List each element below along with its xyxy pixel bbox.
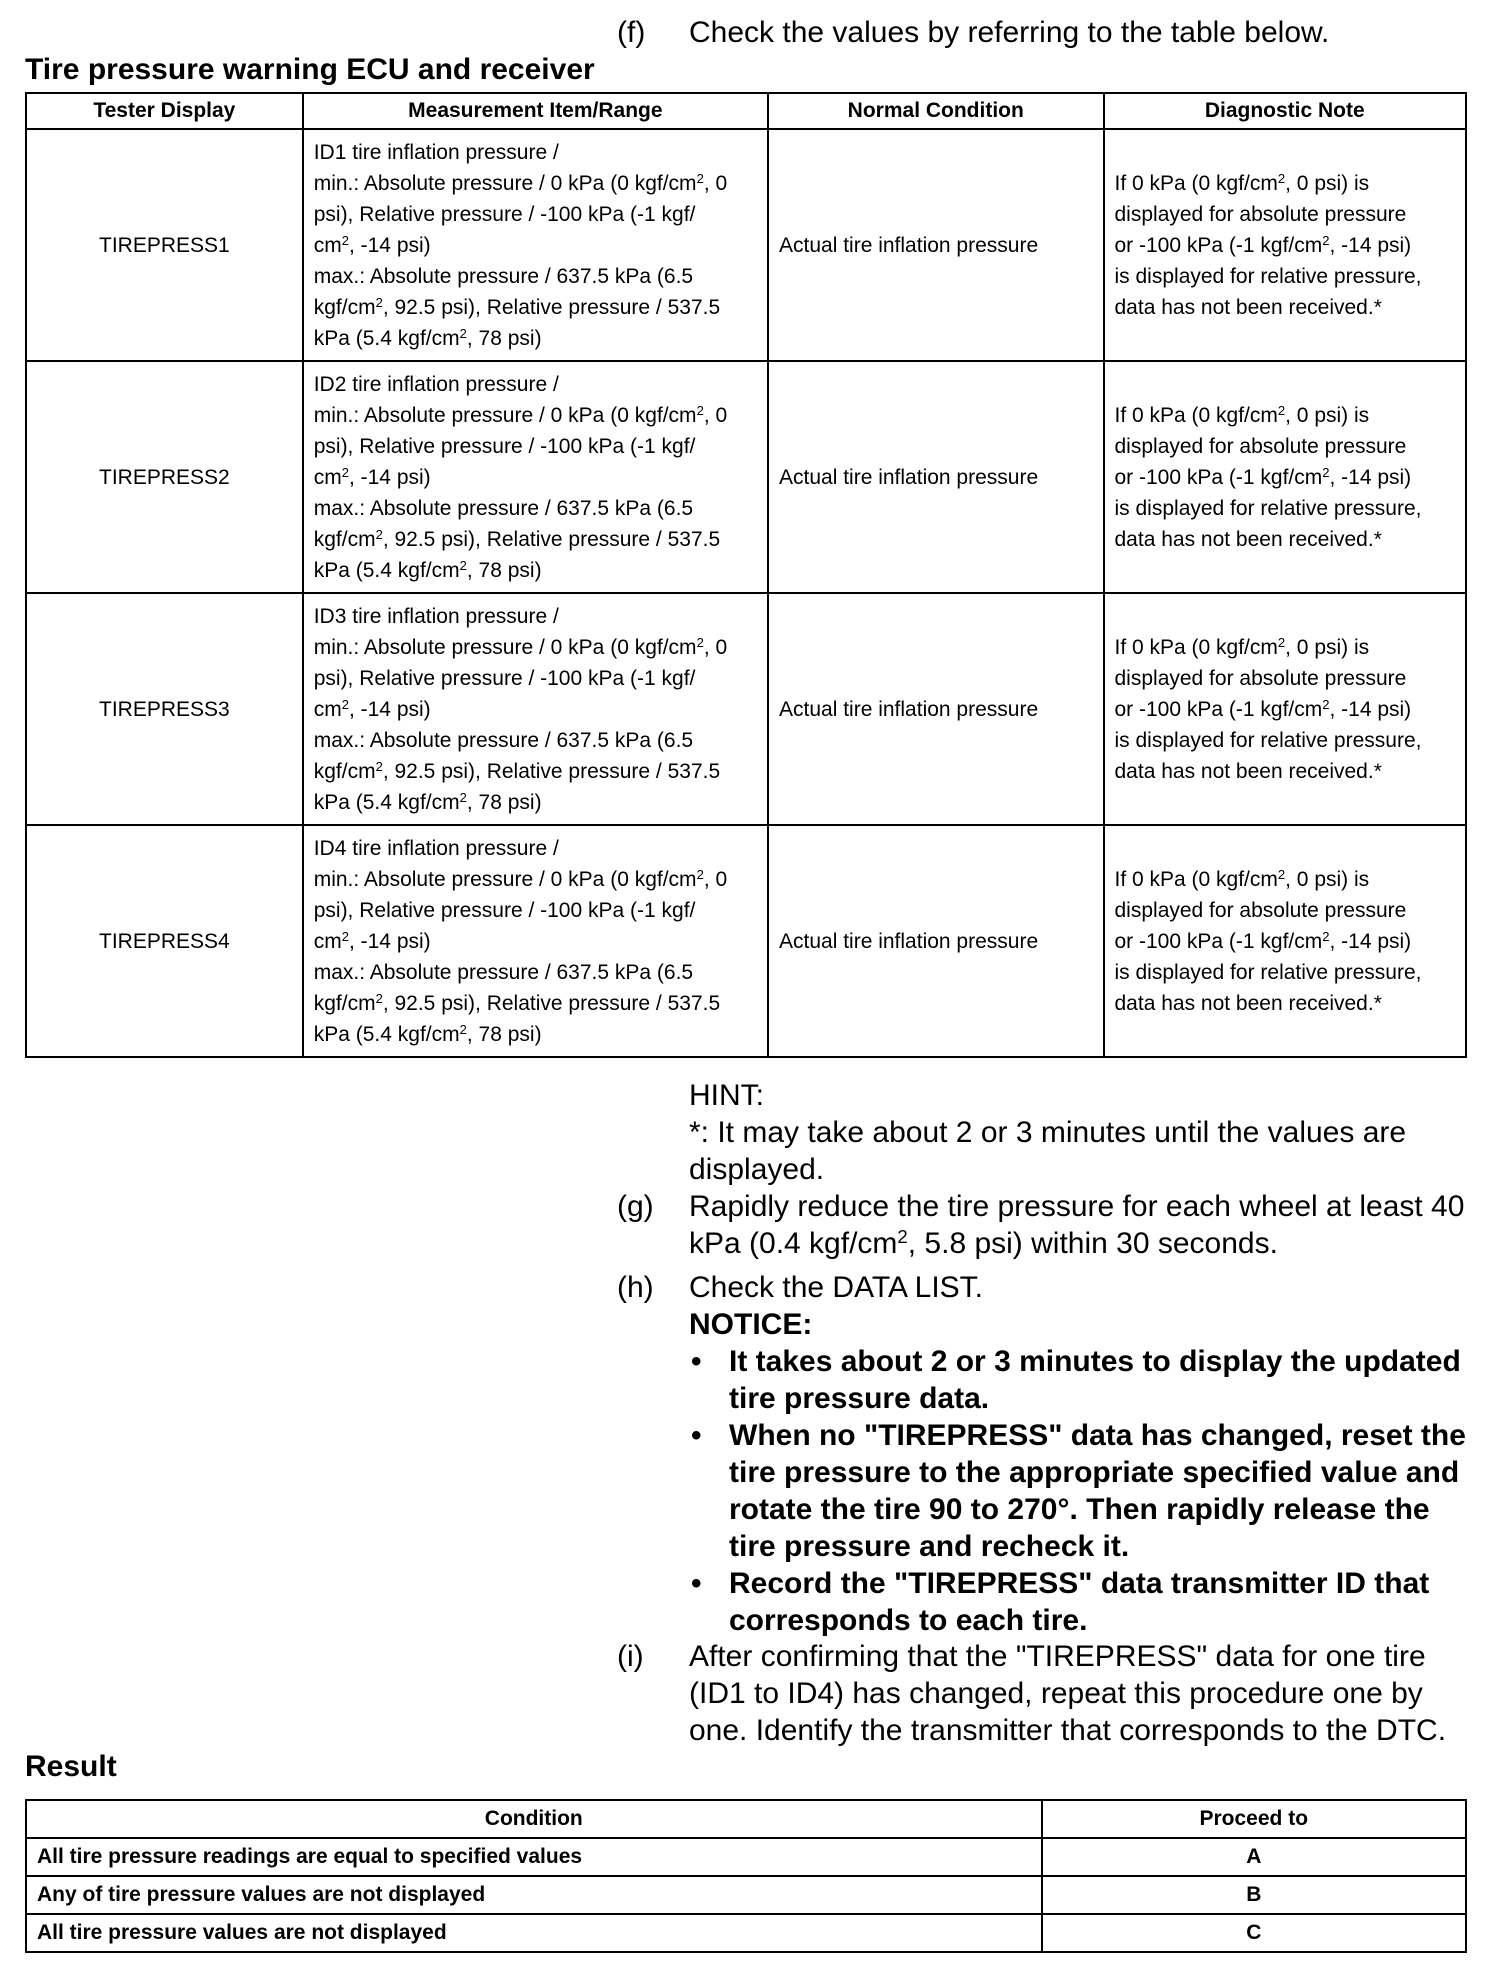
step-g-label: (g)	[617, 1190, 654, 1223]
normal-condition-cell: Actual tire inflation pressure	[768, 593, 1104, 825]
diagnostic-note-cell: If 0 kPa (0 kgf/$cm^2$, 0 psi) is displayed for absolute pressure or -100 kPa (-1 kgf/$cm^2$, -14 psi) is displayed for relative pressure, data has not been received.*	[1104, 593, 1467, 825]
table-row	[26, 825, 1466, 1057]
table-row	[26, 361, 1466, 593]
header-normal-condition: Normal Condition	[768, 93, 1104, 129]
proceed-cell: B	[1042, 1876, 1466, 1914]
notice-label: NOTICE:	[689, 1308, 813, 1341]
normal-condition-cell: Actual tire inflation pressure	[768, 129, 1104, 361]
measurement-item-cell: ID3 tire inflation pressure / min.: Absolute pressure / 0 kPa (0 kgf/$cm^2$, 0 psi), Relative pressure / -100 kPa (-1 kgf/ $cm^2$, -14 psi) max.: Absolute pressure / 637.5 kPa (6.5 kgf/$cm^2$, 92.5 psi), Relative pressure / 537.5 kPa (5.4 kgf/$cm^2$, 78 psi)	[303, 593, 768, 825]
normal-condition-cell: Actual tire inflation pressure	[768, 361, 1104, 593]
step-h-text: Check the DATA LIST.	[689, 1271, 984, 1304]
table-row	[26, 1838, 1466, 1876]
table-row	[26, 1914, 1466, 1952]
diagnostic-note-cell: If 0 kPa (0 kgf/$cm^2$, 0 psi) is displayed for absolute pressure or -100 kPa (-1 kgf/$cm^2$, -14 psi) is displayed for relative pressure, data has not been received.*	[1104, 129, 1467, 361]
list-item: • Record the "TIREPRESS" data transmitter ID that corresponds to each tire.	[691, 1567, 1430, 1637]
hint-label: HINT:	[689, 1079, 764, 1112]
step-g	[617, 1188, 1467, 1262]
header-proceed-to: Proceed to	[1042, 1800, 1466, 1838]
proceed-cell: A	[1042, 1838, 1466, 1876]
normal-condition-cell: Actual tire inflation pressure	[768, 825, 1104, 1057]
tester-display-cell: TIREPRESS3	[26, 593, 303, 825]
data-list-table	[25, 92, 1467, 1058]
tester-display-cell: TIREPRESS1	[26, 129, 303, 361]
step-h	[617, 1269, 1467, 1639]
measurement-item-cell: ID2 tire inflation pressure / min.: Absolute pressure / 0 kPa (0 kgf/$cm^2$, 0 psi), Relative pressure / -100 kPa (-1 kgf/ $cm^2$, -14 psi) max.: Absolute pressure / 637.5 kPa (6.5 kgf/$cm^2$, 92.5 psi), Relative pressure / 537.5 kPa (5.4 kgf/$cm^2$, 78 psi)	[303, 361, 768, 593]
measurement-item-cell: ID4 tire inflation pressure / min.: Absolute pressure / 0 kPa (0 kgf/$cm^2$, 0 psi), Relative pressure / -100 kPa (-1 kgf/ $cm^2$, -14 psi) max.: Absolute pressure / 637.5 kPa (6.5 kgf/$cm^2$, 92.5 psi), Relative pressure / 537.5 kPa (5.4 kgf/$cm^2$, 78 psi)	[303, 825, 768, 1057]
condition-cell: All tire pressure readings are equal to specified values	[26, 1838, 1042, 1876]
step-i-label: (i)	[617, 1640, 644, 1673]
list-item: • It takes about 2 or 3 minutes to display the updated tire pressure data.	[691, 1345, 1461, 1415]
step-h-label: (h)	[617, 1271, 654, 1304]
measurement-item-cell: ID1 tire inflation pressure / min.: Absolute pressure / 0 kPa (0 kgf/$cm^2$, 0 psi), Relative pressure / -100 kPa (-1 kgf/ $cm^2$, -14 psi) max.: Absolute pressure / 637.5 kPa (6.5 kgf/$cm^2$, 92.5 psi), Relative pressure / 537.5 kPa (5.4 kgf/$cm^2$, 78 psi)	[303, 129, 768, 361]
step-f-text: Check the values by referring to the table below.	[689, 16, 1330, 49]
condition-cell: All tire pressure values are not displayed	[26, 1914, 1042, 1952]
tester-display-cell: TIREPRESS4	[26, 825, 303, 1057]
step-f-label: (f)	[617, 16, 646, 49]
step-i	[617, 1638, 1467, 1749]
step-f	[617, 14, 1467, 51]
hint-text: *: It may take about 2 or 3 minutes until the values are displayed.	[689, 1116, 1407, 1186]
tester-display-cell: TIREPRESS2	[26, 361, 303, 593]
diagnostic-note-cell: If 0 kPa (0 kgf/$cm^2$, 0 psi) is displayed for absolute pressure or -100 kPa (-1 kgf/$cm^2$, -14 psi) is displayed for relative pressure, data has not been received.*	[1104, 361, 1467, 593]
diagnostic-note-cell: If 0 kPa (0 kgf/$cm^2$, 0 psi) is displayed for absolute pressure or -100 kPa (-1 kgf/$cm^2$, -14 psi) is displayed for relative pressure, data has not been received.*	[1104, 825, 1467, 1057]
proceed-cell: C	[1042, 1914, 1466, 1952]
table-row	[26, 593, 1466, 825]
table-row	[26, 1876, 1466, 1914]
header-tester-display: Tester Display	[26, 93, 303, 129]
table-header-row	[26, 93, 1466, 129]
hint-block	[617, 1077, 1467, 1188]
notice-list	[689, 1343, 1467, 1639]
list-item: • When no "TIREPRESS" data has changed, reset the tire pressure to the appropriate specified value and rotate the tire 90 to 270°. Then rapidly release the tire pressure and recheck it.	[691, 1419, 1466, 1563]
header-condition: Condition	[26, 1800, 1042, 1838]
table-row	[26, 129, 1466, 361]
condition-cell: Any of tire pressure values are not displayed	[26, 1876, 1042, 1914]
step-i-text: After confirming that the "TIREPRESS" data for one tire (ID1 to ID4) has changed, repeat this procedure one by one. Identify the transmitter that corresponds to the DTC.	[689, 1640, 1447, 1747]
table-header-row	[26, 1800, 1466, 1838]
header-diagnostic-note: Diagnostic Note	[1104, 93, 1467, 129]
header-measurement-item: Measurement Item/Range	[303, 93, 768, 129]
result-table	[25, 1799, 1467, 1953]
step-g-text: Rapidly reduce the tire pressure for each wheel at least 40 kPa (0.4 kgf/$cm^2$, 5.8 psi) within 30 seconds.	[689, 1190, 1465, 1260]
result-title: Result	[25, 1750, 117, 1783]
table1-title: Tire pressure warning ECU and receiver	[25, 53, 595, 86]
